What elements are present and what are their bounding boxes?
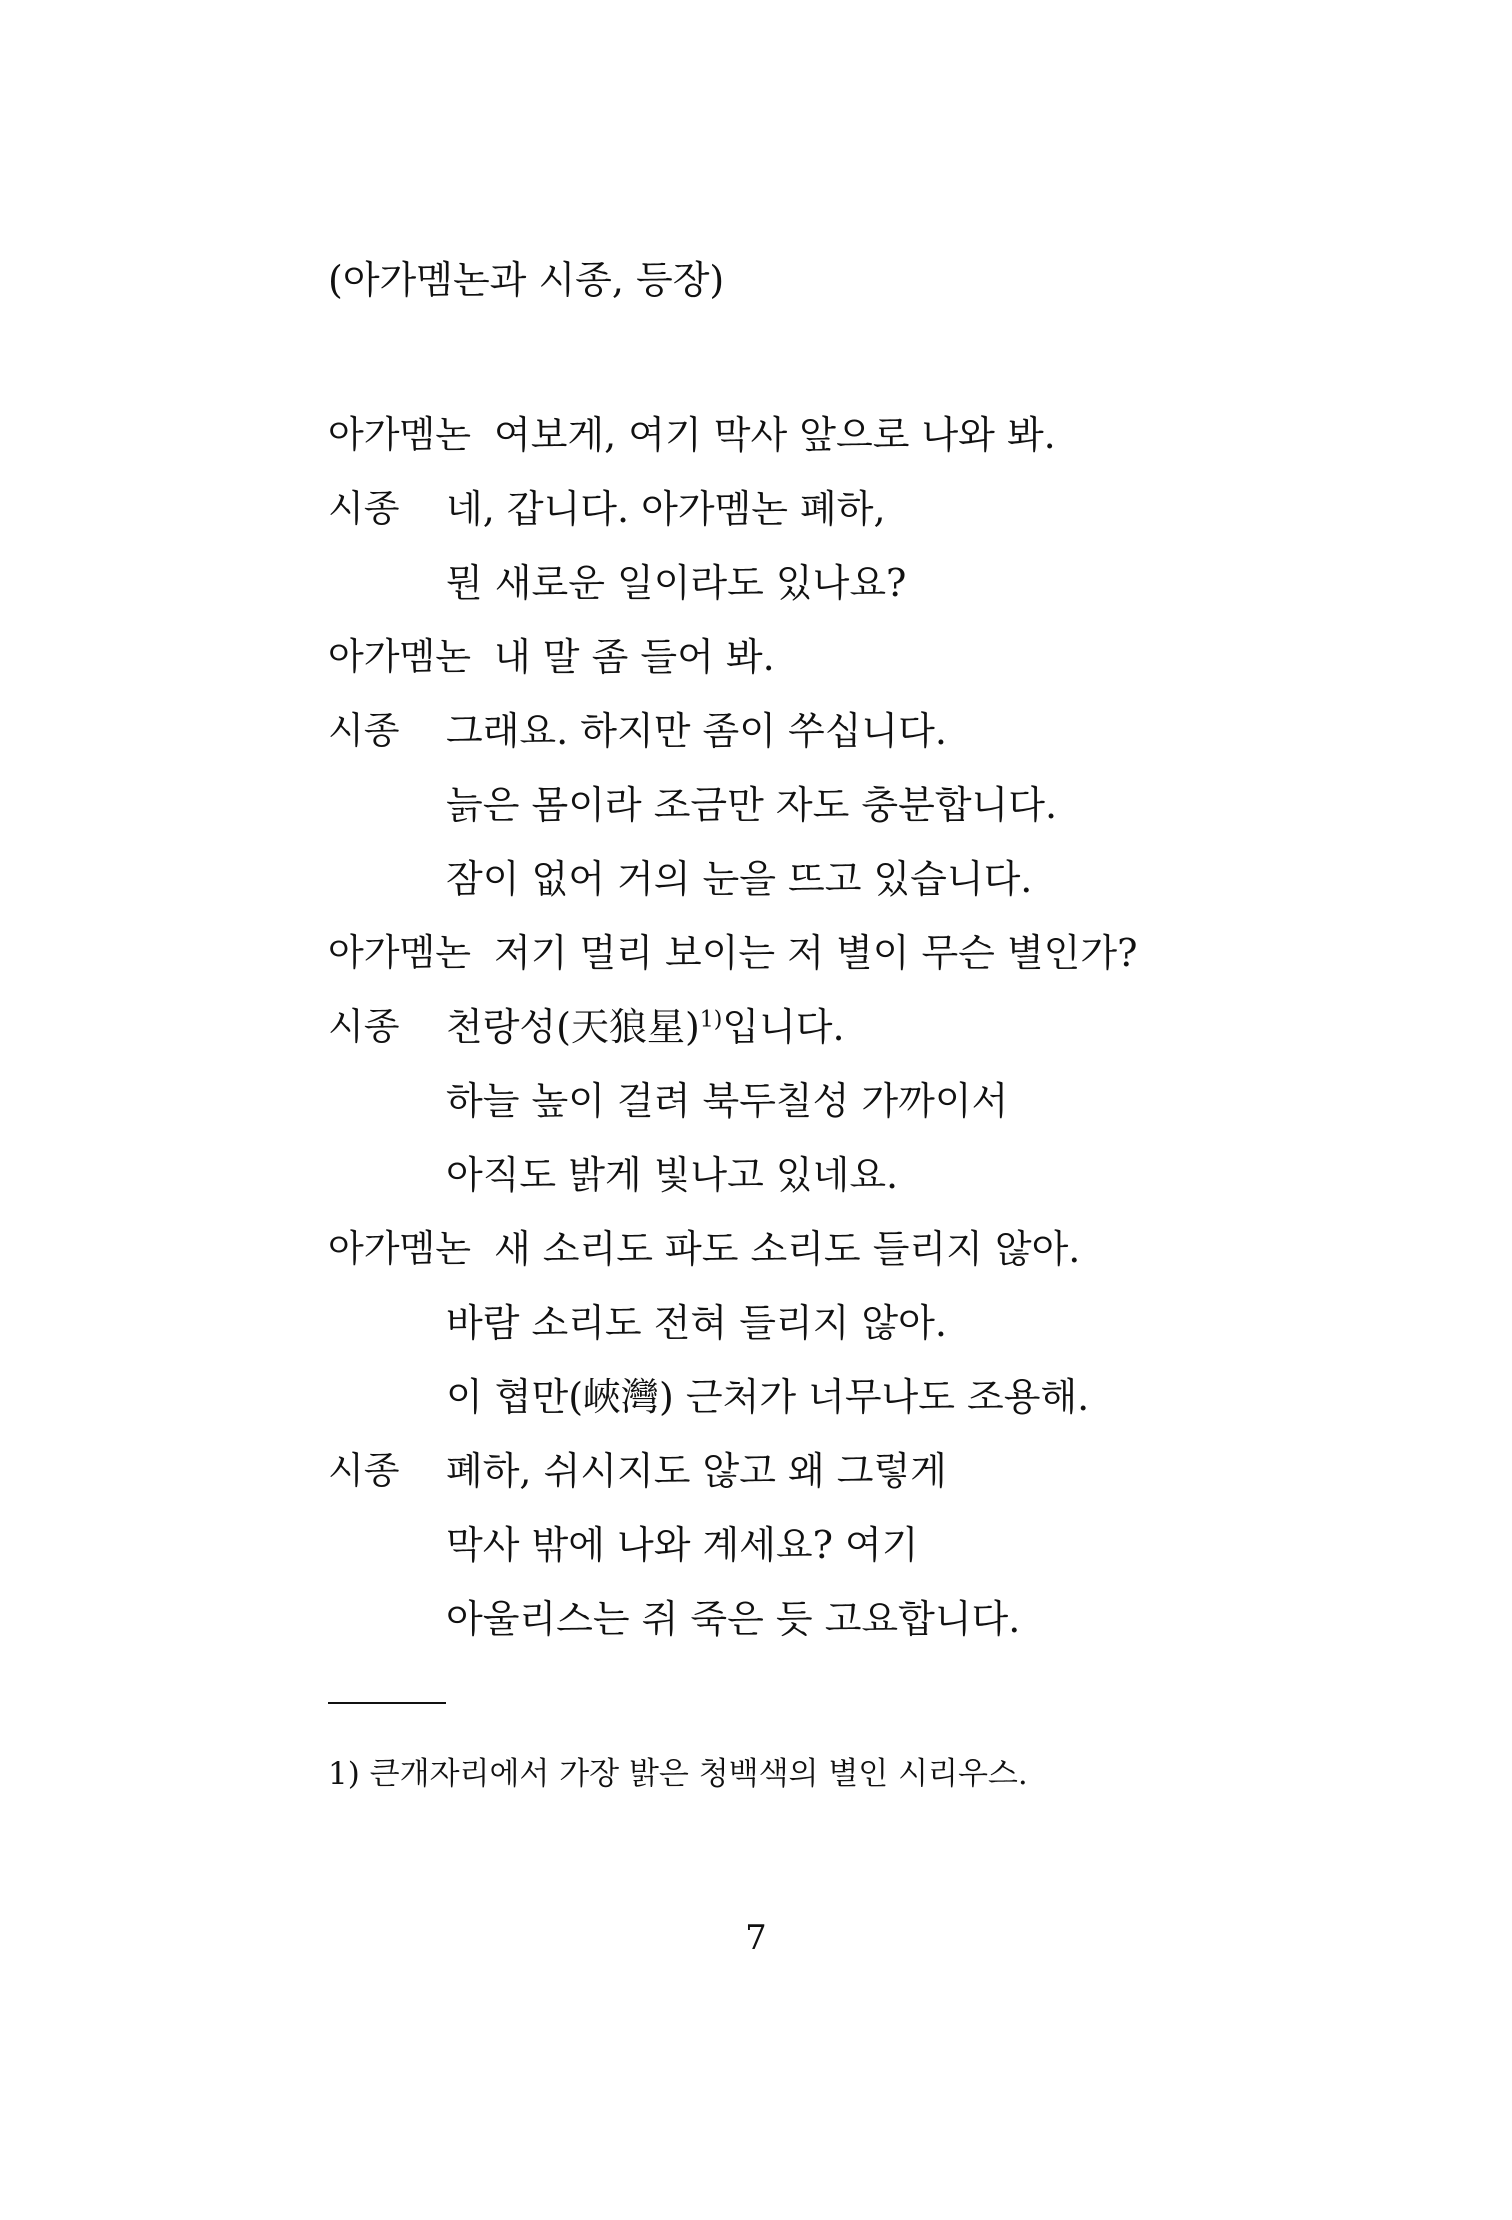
speaker-name: 시종 [328,1005,400,1048]
dialogue-text: 이 협만(峽灣) 근처가 너무나도 조용해. [446,1375,1090,1419]
dialogue-text [446,990,845,1064]
dialogue-text-part: 입니다. [722,1005,845,1049]
dialogue-text: 아울리스는 쥐 죽은 듯 고요합니다. [446,1597,1021,1641]
dialogue-text: 폐하, 쉬시지도 않고 왜 그렇게 [446,1449,947,1493]
dialogue-text: 잠이 없어 거의 눈을 뜨고 있습니다. [446,857,1033,901]
dialogue-line [328,1064,1328,1138]
page-number: 7 [745,1918,767,1958]
dialogue-text: 저기 멀리 보이는 저 별이 무슨 별인가? [494,931,1138,975]
dialogue-line [328,1434,1328,1508]
dialogue-line [328,1286,1328,1360]
dialogue-line [328,1508,1328,1582]
dialogue-line [328,1212,1328,1286]
dialogue-text: 새 소리도 파도 소리도 들리지 않아. [494,1227,1081,1271]
stage-direction: (아가멤논과 시종, 등장) [328,258,725,302]
speaker-name: 시종 [328,1449,400,1492]
dialogue-line [328,916,1328,990]
speaker-name: 아가멤논 [328,1227,471,1270]
dialogue-text: 바람 소리도 전혀 들리지 않아. [446,1301,947,1345]
dialogue-line [328,472,1328,546]
speaker-name: 시종 [328,487,400,530]
footnote: 1) 큰개자리에서 가장 밝은 청백색의 별인 시리우스. [328,1756,1028,1792]
dialogue-text-part: 천랑성(天狼星) [446,1005,700,1049]
dialogue-line [328,546,1328,620]
speaker-name: 아가멤논 [328,931,471,974]
dialogue-text: 내 말 좀 들어 봐. [494,635,775,679]
dialogue-text: 뭔 새로운 일이라도 있나요? [446,561,907,605]
dialogue-text: 하늘 높이 걸려 북두칠성 가까이서 [446,1079,1009,1123]
dialogue-line [328,398,1328,472]
dialogue-text: 늙은 몸이라 조금만 자도 충분합니다. [446,783,1058,827]
dialogue-line [328,990,1328,1064]
footnote-reference: 1) [699,1007,723,1033]
dialogue-line [328,620,1328,694]
dialogue-text: 네, 갑니다. 아가멤논 폐하, [446,487,886,531]
dialogue-line [328,1360,1328,1434]
speaker-name: 시종 [328,709,400,752]
dialogue-text: 아직도 밝게 빛나고 있네요. [446,1153,899,1197]
footnote-divider [328,1702,446,1704]
dialogue-text: 여보게, 여기 막사 앞으로 나와 봐. [494,413,1056,457]
dialogue-text: 막사 밖에 나와 계세요? 여기 [446,1523,919,1567]
dialogue-script [328,398,1328,1656]
speaker-name: 아가멤논 [328,635,471,678]
dialogue-line [328,842,1328,916]
dialogue-text: 그래요. 하지만 좀이 쑤십니다. [446,709,947,753]
dialogue-line [328,1138,1328,1212]
speaker-name: 아가멤논 [328,413,471,456]
dialogue-line [328,694,1328,768]
dialogue-line [328,768,1328,842]
dialogue-line [328,1582,1328,1656]
